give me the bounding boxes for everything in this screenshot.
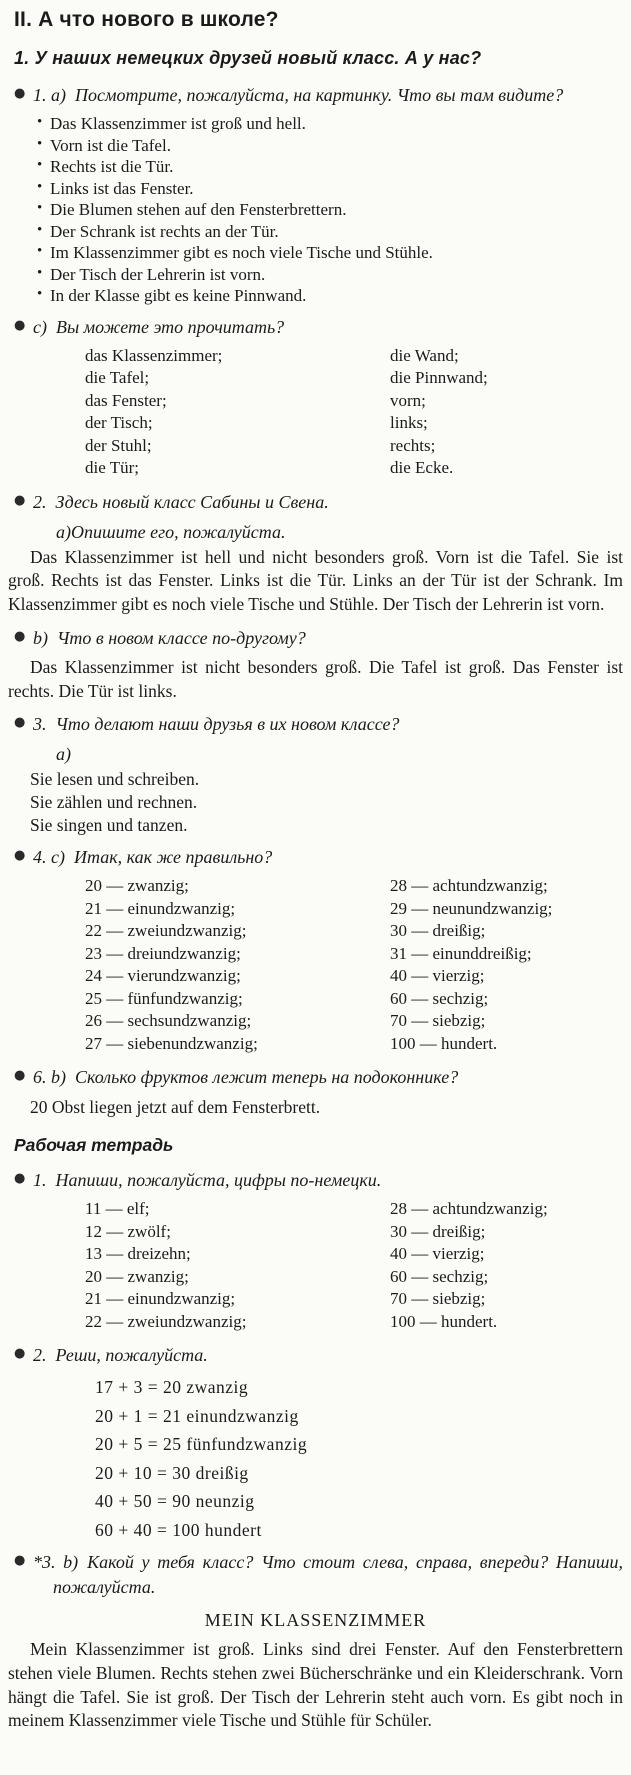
- task-label: 3.: [33, 714, 47, 735]
- number-item: 24 — vierundzwanzig;: [85, 966, 241, 986]
- equation-line: 20 + 1 = 21 einundzwanzig: [95, 1405, 299, 1426]
- task-label: 4. c): [33, 847, 65, 868]
- list-item: [37, 285, 623, 307]
- task-text: Какой у тебя класс? Что стоит слева, справа, впереди? Напиши, пожалуйста.: [53, 1552, 624, 1598]
- task-1a: [8, 83, 623, 108]
- vocab-item: die Pinnwand;: [390, 368, 488, 387]
- task-6b: [8, 1065, 623, 1090]
- vocab-item: links;: [390, 413, 428, 432]
- sentence: Der Tisch der Lehrerin ist vorn.: [50, 264, 266, 284]
- vocab-list-left: [85, 345, 390, 480]
- task-bullet-icon: ●: [14, 848, 26, 864]
- bullet-icon: •: [37, 178, 43, 195]
- equation-line: 20 + 10 = 30 dreißig: [95, 1462, 249, 1483]
- equation-line: 60 + 40 = 100 hundert: [95, 1519, 262, 1540]
- activity-line: Sie zählen und rechnen.: [30, 792, 198, 813]
- number-item: 21 — einundzwanzig;: [85, 898, 236, 918]
- workbook-numbers-left: [85, 1198, 390, 1333]
- equation-line: 40 + 50 = 90 neunzig: [95, 1491, 255, 1512]
- task-label: c): [33, 316, 47, 337]
- list-item: [37, 264, 623, 286]
- bullet-icon: •: [37, 157, 43, 173]
- number-item: 22 — zweiundzwanzig;: [85, 921, 247, 941]
- task-label: 6. b): [33, 1067, 66, 1088]
- workbook-task-1: [8, 1168, 623, 1193]
- activity-line: Sie lesen und schreiben.: [30, 769, 200, 790]
- sentence: In der Klasse gibt es keine Pinnwand.: [50, 286, 307, 305]
- number-item: 31 — einunddreißig;: [390, 943, 532, 963]
- list-item: [37, 135, 623, 157]
- chapter-title: II. А что нового в школе?: [14, 8, 279, 31]
- workbook-numbers-right: [390, 1198, 623, 1333]
- vocab-item: die Wand;: [390, 345, 459, 365]
- bullet-icon: •: [37, 243, 43, 259]
- essay-title: MEIN KLASSENZIMMER: [204, 1610, 427, 1631]
- number-item: 28 — achtundzwanzig;: [390, 876, 548, 896]
- number-item: 70 — siebzig;: [390, 1011, 486, 1031]
- task-2: [8, 490, 623, 515]
- task-text: Вы можете это прочитать?: [55, 316, 285, 337]
- number-item: 70 — siebzig;: [390, 1289, 486, 1309]
- number-item: 30 — dreißig;: [390, 1221, 486, 1241]
- workbook-task-3b: [8, 1550, 623, 1600]
- list-item: [37, 113, 623, 135]
- task-label: 2.: [33, 491, 47, 512]
- task-text: Посмотрите, пожалуйста, на картинку. Что вы там видите?: [75, 85, 564, 105]
- task-sub-label: a): [56, 521, 71, 542]
- task-label: 1. a): [33, 85, 66, 105]
- task-text: Что в новом классе по-другому?: [57, 627, 306, 648]
- vocabulary-columns: [8, 345, 623, 480]
- task-label: 2.: [33, 1345, 47, 1366]
- vocab-item: der Tisch;: [85, 413, 153, 432]
- task-text: Что делают наши друзья в их новом классе?: [55, 714, 400, 735]
- number-item: 22 — zweiundzwanzig;: [85, 1311, 247, 1331]
- sentence: Rechts ist die Tür.: [50, 157, 174, 176]
- vocab-item: das Fenster;: [85, 390, 167, 410]
- number-item: 27 — siebenundzwanzig;: [85, 1033, 258, 1053]
- task-text: Напиши, пожалуйста, цифры по-немецки.: [55, 1170, 382, 1191]
- task-3a-label: a): [56, 744, 71, 765]
- task-bullet-icon: ●: [14, 86, 26, 101]
- number-item: 20 — zwanzig;: [85, 1266, 189, 1286]
- bullet-icon: •: [37, 200, 43, 216]
- number-item: 60 — sechzig;: [390, 1266, 489, 1286]
- task-4c: [8, 845, 623, 870]
- task-label: b): [33, 627, 48, 648]
- list-item: [37, 242, 623, 264]
- task-text: Реши, пожалуйста.: [55, 1345, 208, 1366]
- sentence: Links ist das Fenster.: [50, 178, 194, 198]
- sentence: Im Klassenzimmer gibt es noch viele Tische und Stühle.: [50, 243, 433, 262]
- task-bullet-icon: ●: [14, 1346, 26, 1362]
- activity-line: Sie singen und tanzen.: [30, 815, 188, 836]
- vocab-item: die Tür;: [85, 458, 139, 477]
- task-bullet-icon: ●: [14, 715, 26, 731]
- task-6b-title: [8, 1065, 623, 1090]
- number-item: 28 — achtundzwanzig;: [390, 1199, 548, 1219]
- bullet-icon: •: [37, 221, 43, 238]
- list-item: [37, 221, 623, 243]
- workbook-task-2: [8, 1343, 623, 1368]
- section-heading: 1. У наших немецких друзей новый класс. А у нас?: [14, 48, 482, 68]
- number-item: 40 — vierzig;: [390, 966, 485, 986]
- vocab-item: der Stuhl;: [85, 435, 152, 455]
- numbers-columns: [8, 875, 623, 1055]
- number-item: 12 — zwölf;: [85, 1221, 171, 1241]
- comparison-paragraph: Das Klassenzimmer ist nicht besonders groß. Die Tafel ist groß. Das Fenster ist rechts. Die Tür ist links.: [8, 656, 623, 701]
- task-text: Итак, как же правильно?: [73, 847, 273, 868]
- workbook-task-1-title: [8, 1168, 623, 1193]
- task-label: *3. b): [33, 1552, 79, 1573]
- task-6b-answer: 20 Obst liegen jetzt auf dem Fensterbrett.: [30, 1097, 321, 1118]
- vocab-item: die Tafel;: [85, 368, 150, 387]
- task-1c: [8, 315, 623, 340]
- task-2-title: [8, 490, 623, 515]
- list-item: [37, 156, 623, 178]
- task-bullet-icon: ●: [14, 317, 26, 333]
- task-text: Здесь новый класс Сабины и Свена.: [55, 491, 329, 512]
- sentence: Die Blumen stehen auf den Fensterbrettern.: [50, 200, 347, 219]
- number-item: 100 — hundert.: [390, 1311, 498, 1331]
- workbook-numbers-columns: [8, 1198, 623, 1333]
- list-item: [37, 199, 623, 221]
- number-item: 29 — neunundzwanzig;: [390, 898, 553, 918]
- task-1c-title: [8, 315, 623, 340]
- numbers-list-left: [85, 875, 390, 1055]
- vocab-item: vorn;: [390, 390, 426, 410]
- activity-lines: [8, 768, 623, 837]
- number-item: 25 — fünfundzwanzig;: [85, 988, 243, 1008]
- bullet-icon: •: [37, 114, 43, 130]
- number-item: 26 — sechsundzwanzig;: [85, 1011, 252, 1031]
- sentence: Das Klassenzimmer ist groß und hell.: [50, 114, 306, 133]
- bullet-icon: •: [37, 264, 43, 281]
- vocab-list-right: [390, 345, 623, 480]
- task-2b-title: [8, 626, 623, 651]
- task-text: Сколько фруктов лежит теперь на подоконнике?: [75, 1067, 459, 1088]
- workbook-heading: Рабочая тетрадь: [14, 1135, 174, 1156]
- description-paragraph: Das Klassenzimmer ist hell und nicht besonders groß. Vorn ist die Tafel. Sie ist groß. Rechts ist das Fenster. Links ist die Tür. Links an der Tür ist der Schrank. Im Klassenzimmer gibt es noch viele Tische und Stühle. Der Tisch der Lehrerin ist vorn.: [8, 546, 623, 615]
- task-bullet-icon: ●: [14, 492, 26, 508]
- vocab-item: die Ecke.: [390, 458, 454, 477]
- number-item: 40 — vierzig;: [390, 1244, 485, 1264]
- sentence: Vorn ist die Tafel.: [50, 135, 171, 155]
- sentence: Der Schrank ist rechts an der Tür.: [50, 221, 279, 241]
- task-4c-title: [8, 845, 623, 870]
- number-item: 100 — hundert.: [390, 1033, 498, 1053]
- number-item: 20 — zwanzig;: [85, 876, 189, 896]
- equation-list: [8, 1373, 623, 1544]
- german-sentence-list: [8, 113, 623, 307]
- number-item: 11 — elf;: [85, 1199, 150, 1219]
- number-item: 60 — sechzig;: [390, 988, 489, 1008]
- task-bullet-icon: ●: [14, 1171, 26, 1187]
- number-item: 21 — einundzwanzig;: [85, 1289, 236, 1309]
- essay-paragraph: Mein Klassenzimmer ist groß. Links sind drei Fenster. Auf den Fensterbrettern stehen viele Blumen. Rechts stehen zwei Bücherschränke und ein Kleiderschrank. Vorn hängt die Tafel. Sie ist groß. Der Tisch der Lehrerin steht auch vorn. Es gibt noch in meinem Klassenzimmer viele Tische und Stühle für Schüler.: [8, 1639, 623, 1731]
- task-3-title: [8, 712, 623, 737]
- equation-line: 17 + 3 = 20 zwanzig: [95, 1377, 249, 1398]
- workbook-task-2-title: [8, 1343, 623, 1368]
- list-item: [37, 178, 623, 200]
- bullet-icon: •: [37, 286, 43, 302]
- task-bullet-icon: ●: [14, 1068, 26, 1084]
- task-bullet-icon: ●: [14, 1553, 26, 1569]
- task-bullet-icon: ●: [14, 628, 26, 644]
- vocab-item: rechts;: [390, 435, 436, 455]
- numbers-list-right: [390, 875, 623, 1055]
- task-1a-title: [8, 83, 623, 108]
- number-item: 23 — dreiundzwanzig;: [85, 943, 241, 963]
- task-3: [8, 712, 623, 737]
- number-item: 30 — dreißig;: [390, 921, 486, 941]
- bullet-icon: •: [37, 135, 43, 152]
- vocab-item: das Klassenzimmer;: [85, 345, 223, 365]
- number-item: 13 — dreizehn;: [85, 1244, 191, 1264]
- task-2a-title: [8, 520, 623, 544]
- task-2b: [8, 626, 623, 651]
- task-label: 1.: [33, 1170, 47, 1191]
- workbook-task-3b-title: [8, 1550, 623, 1600]
- equation-line: 20 + 5 = 25 fünfundzwanzig: [95, 1434, 308, 1455]
- task-sub-text: Опишите его, пожалуйста.: [71, 521, 286, 542]
